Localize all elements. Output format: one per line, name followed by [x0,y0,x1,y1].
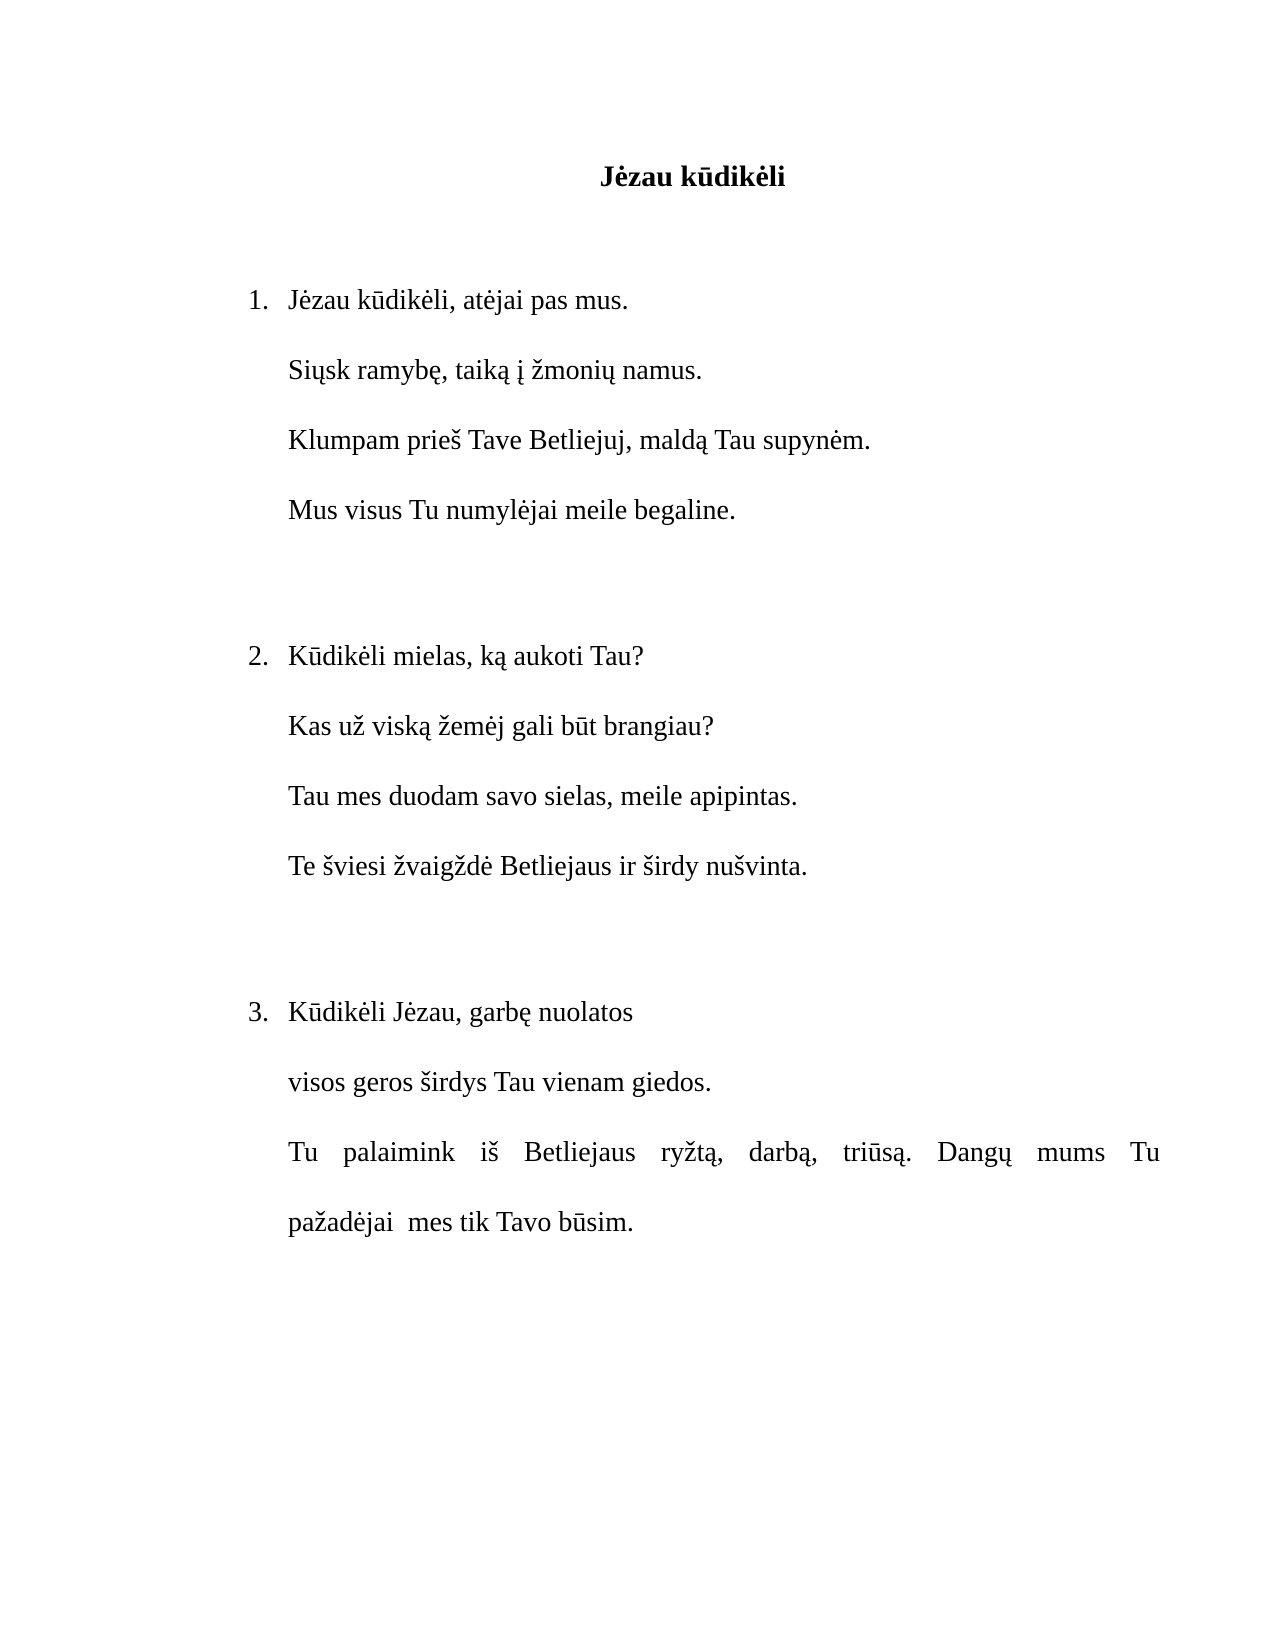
verse-line-text: Kūdikėli Jėzau, garbę nuolatos [288,997,634,1028]
verse-line: Siųsk ramybę, taiką į žmonių namus. [288,355,703,386]
verse-line: Kas už viską žemėj gali būt brangiau? [288,711,715,742]
verse-line: Mus visus Tu numylėjai meile begaline. [288,495,736,526]
page-title: Jėzau kūdikėli [599,160,786,193]
verse-line: Te šviesi žvaigždė Betliejaus ir širdy nušvinta. [288,851,808,882]
verse-line: Tau mes duodam savo sielas, meile apipintas. [288,781,798,812]
verse-line: Klumpam prieš Tave Betliejuj, maldą Tau supynėm. [288,425,871,456]
verse-line: visos geros širdys Tau vienam giedos. [288,1067,712,1098]
verse-line-text: Jėzau kūdikėli, atėjai pas mus. [288,285,629,316]
verse-line [0,622,1275,692]
verse-line-text: Kūdikėli mielas, ką aukoti Tau? [288,641,644,672]
verse-line: Tu palaimink iš Betliejaus ryžtą, darbą, triūsą. Dangų mums Tu [288,1137,1160,1168]
stanza-2 [0,622,1275,902]
verse-line [0,266,1275,336]
verse-line [0,978,1275,1048]
stanza-list [0,266,1275,1258]
stanza-3 [0,978,1275,1258]
verse-line: pažadėjai mes tik Tavo būsim. [288,1207,634,1238]
stanza-1 [0,266,1275,546]
stanza-number: 3. [248,997,269,1028]
stanza-number: 2. [248,641,269,672]
stanza-number: 1. [248,285,269,316]
